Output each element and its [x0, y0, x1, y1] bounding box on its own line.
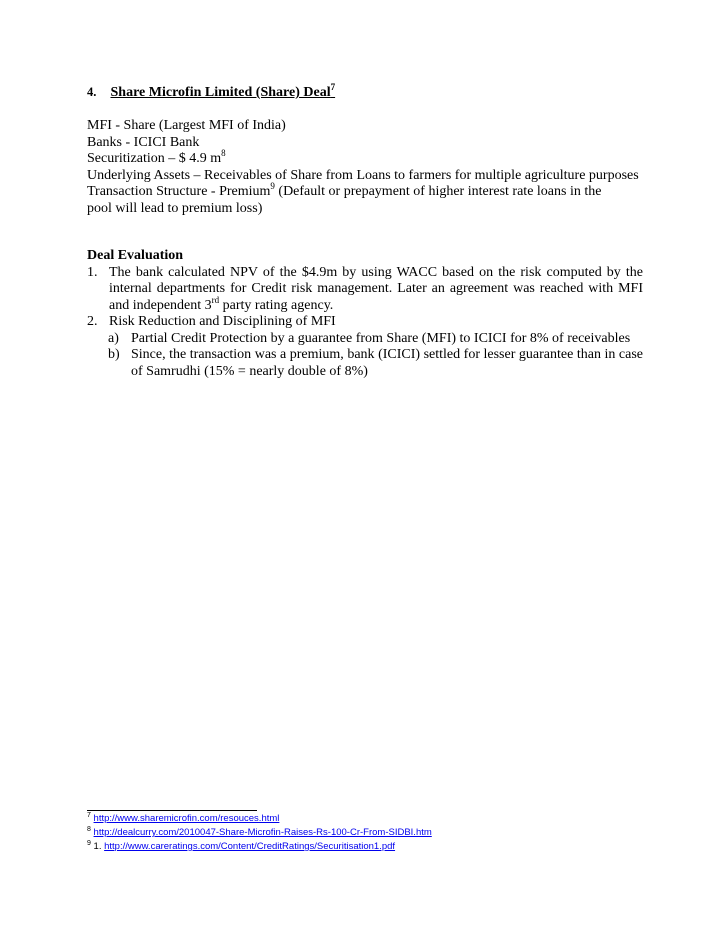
evaluation-item-2: 2. Risk Reduction and Disciplining of MFI	[87, 314, 336, 329]
section-heading	[87, 84, 335, 102]
list-number: 1.	[87, 264, 98, 280]
evaluation-subitem-a: a) Partial Credit Protection by a guarantee from Share (MFI) to ICICI for 8% of receivables	[108, 330, 631, 346]
fact-underlying-assets: Underlying Assets – Receivables of Share from Loans to farmers for multiple agriculture purposes	[87, 167, 639, 183]
fact-transaction-structure: Transaction Structure - Premium$^9$ (Default or prepayment of higher interest rate loans in the pool will lead to premium loss)	[87, 181, 602, 216]
footnote-link-8[interactable]: http://dealcurry.com/2010047-Share-Microfin-Raises-Rs-100-Cr-From-SIDBI.htm	[93, 827, 432, 838]
section-title: Share Microfin Limited (Share) Deal$^7$	[110, 82, 336, 100]
footnote-8: $^8$ http://dealcurry.com/2010047-Share-Microfin-Raises-Rs-100-Cr-From-SIDBI.htm	[87, 826, 432, 838]
deal-evaluation	[87, 248, 643, 380]
footnote-9: $^9$ 1. http://www.careratings.com/Content/CreditRatings/Securitisation1.pdf	[87, 840, 396, 852]
sublist-letter: a)	[108, 330, 119, 346]
footnote-link-7[interactable]: http://www.sharemicrofin.com/resouces.html	[93, 813, 280, 824]
footnote-ref-7: 7	[330, 82, 336, 92]
footnote-link-9[interactable]: http://www.careratings.com/Content/CreditRatings/Securitisation1.pdf	[104, 841, 396, 852]
fact-securitization: Securitization – $ 4.9 $m^8$	[87, 148, 226, 166]
evaluation-title: Deal Evaluation	[87, 248, 184, 263]
section-number: 4.	[87, 85, 97, 99]
fact-mfi: MFI - Share (Largest MFI of India)	[87, 118, 286, 133]
footnote-7: $^7$ http://www.sharemicrofin.com/resouces.html	[87, 812, 280, 824]
footnotes	[87, 812, 432, 854]
ordinal-suffix: rd	[211, 294, 220, 305]
evaluation-item-1: 1. The bank calculated NPV of the $4.9m by using WACC based on the risk computed by the internal departments for Credit risk management. Later an agreement was reached with MFI and independent 3rd party rating agency.	[87, 264, 643, 313]
deal-facts	[87, 118, 643, 217]
footnote-ref-9: 9	[270, 181, 275, 191]
fact-banks: Banks - ICICI Bank	[87, 134, 200, 150]
sublist-letter: b)	[108, 347, 120, 362]
footnote-ref-8: 8	[221, 148, 226, 158]
list-number: 2.	[87, 314, 98, 329]
evaluation-subitem-b: b) Since, the transaction was a premium, bank (ICICI) settled for lesser guarantee than in case of Samrudhi (15% = nearly double of 8%)	[108, 347, 643, 379]
footnote-separator	[87, 810, 257, 811]
